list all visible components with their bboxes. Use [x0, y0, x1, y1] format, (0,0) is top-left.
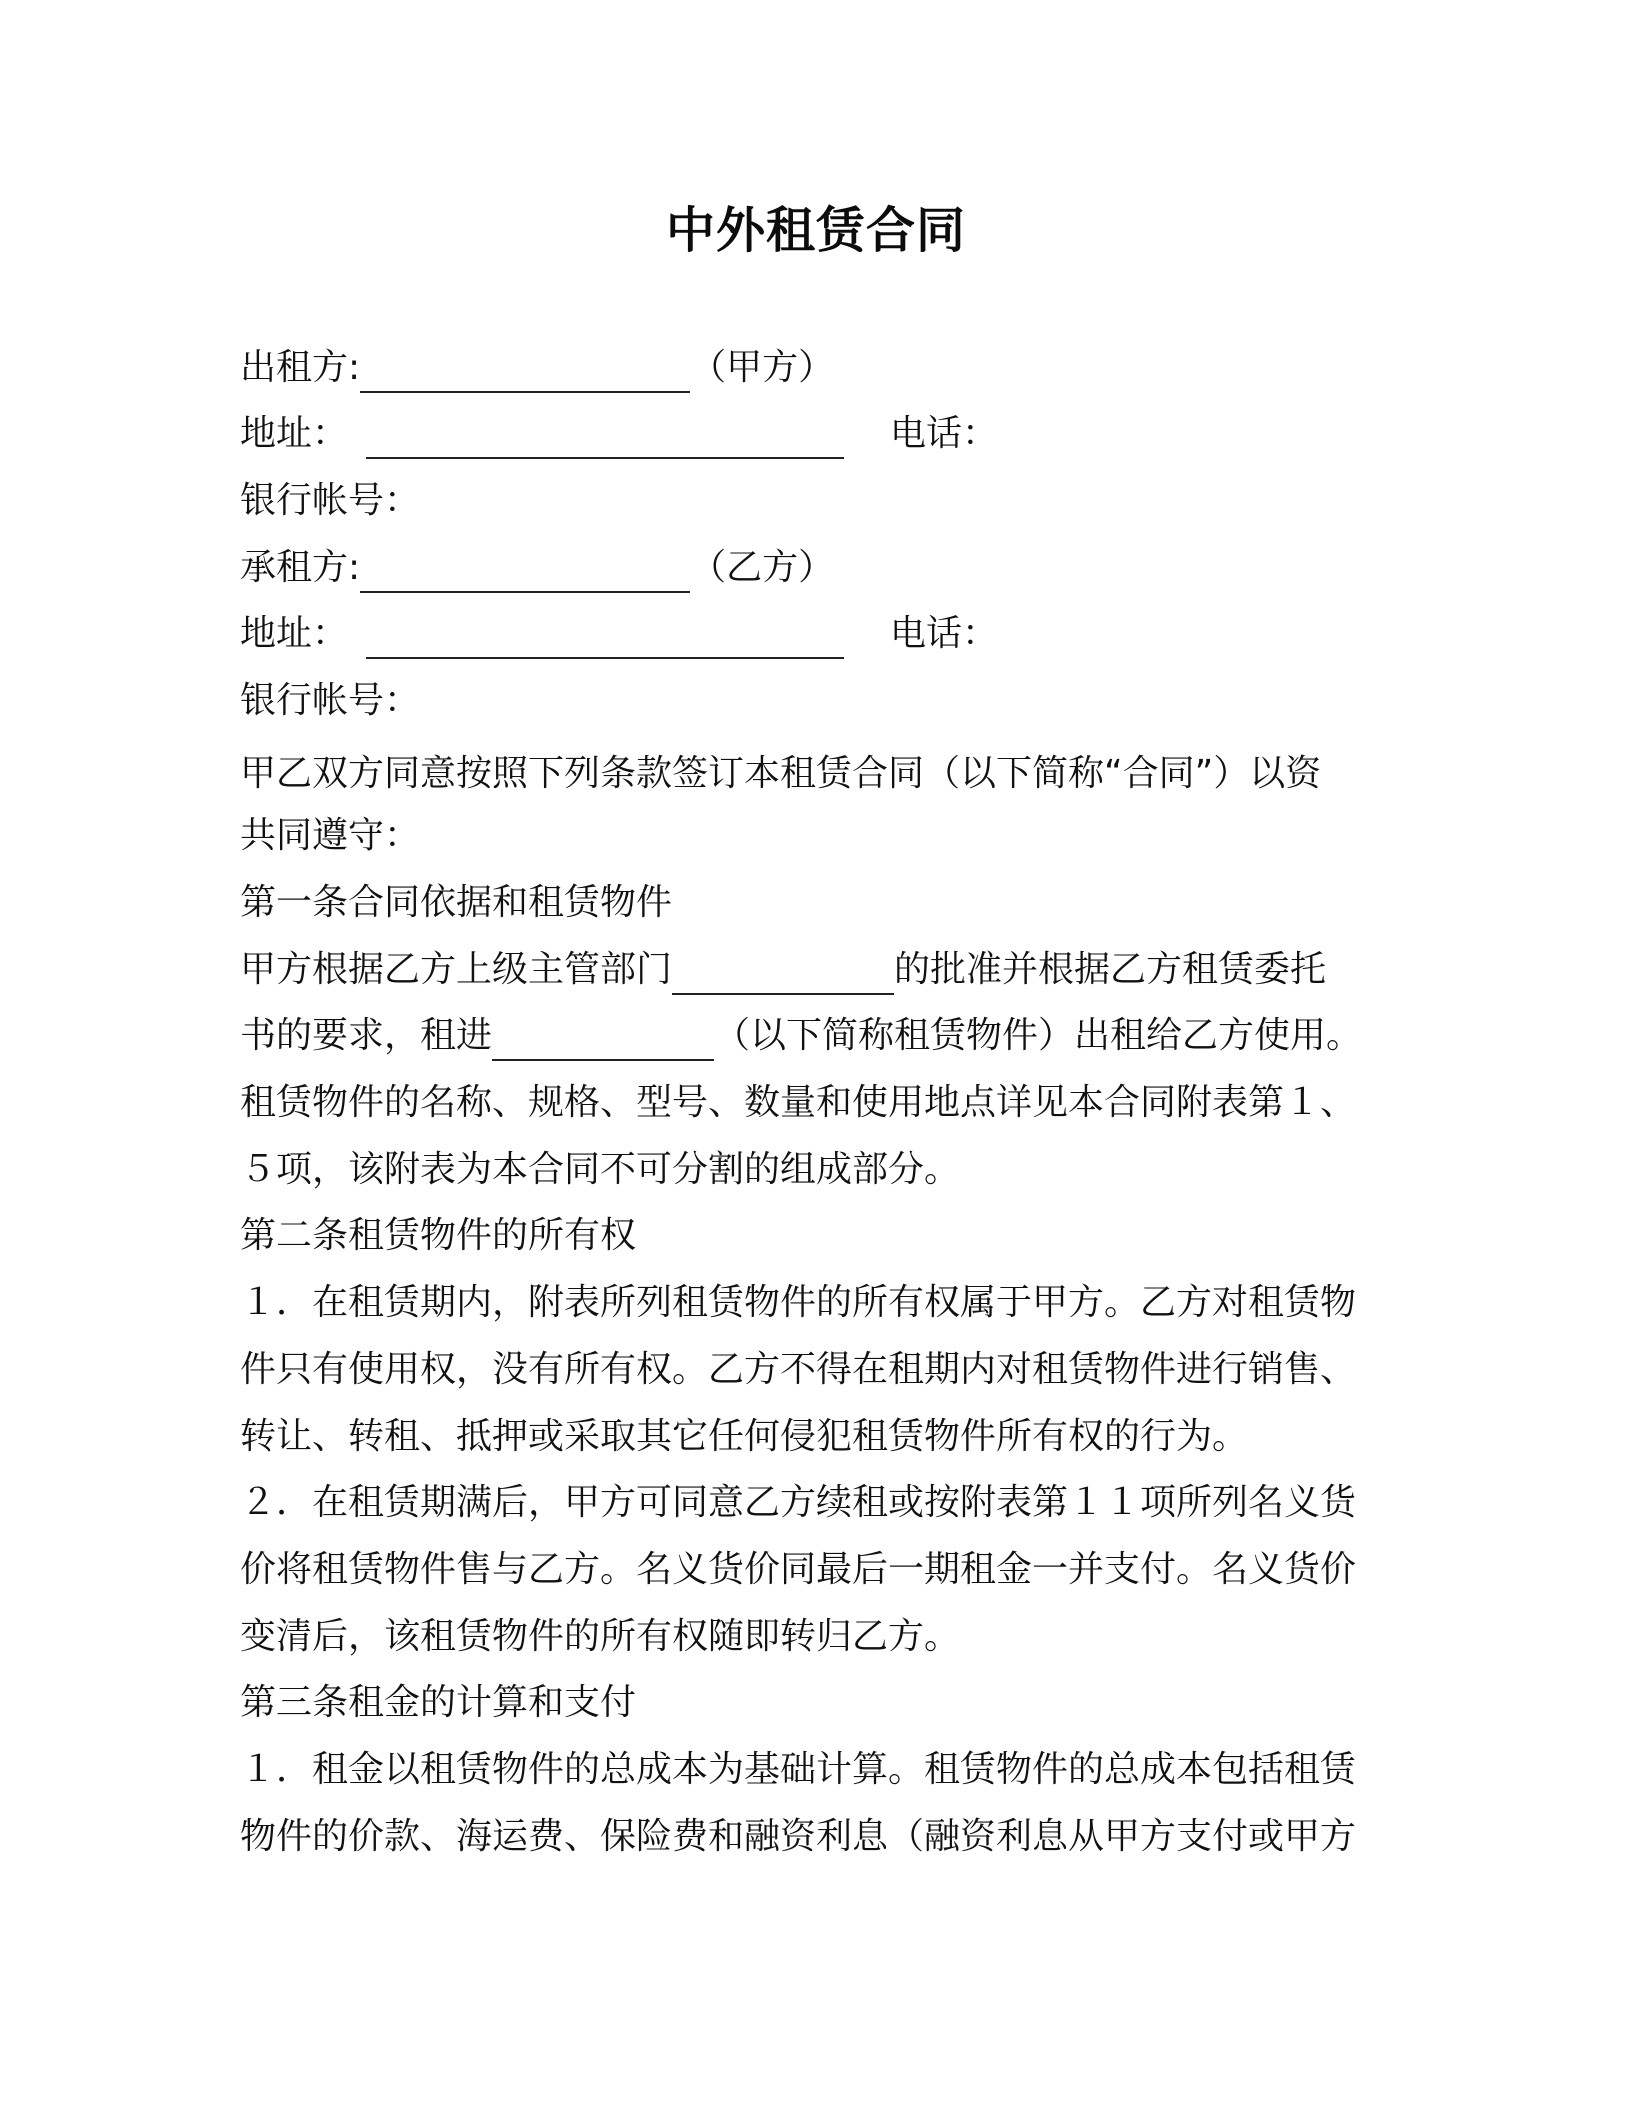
article-1-line-2 [240, 1011, 1362, 1061]
lessor-address-line [240, 409, 844, 459]
party-b-tag: （乙方） [690, 547, 835, 588]
document-title: 中外租赁合同 [665, 202, 966, 259]
lessee-bank-line [240, 676, 420, 726]
article-2-1-line-1: １．在租赁期内，附表所列租赁物件的所有权属于甲方。乙方对租赁物 [240, 1282, 1357, 1323]
lessee-phone-label: 电话： [890, 613, 999, 654]
article-3-1-line-1: １．租金以租赁物件的总成本为基础计算。租赁物件的总成本包括租赁 [240, 1749, 1357, 1790]
lessor-name-blank[interactable] [360, 351, 690, 393]
address-label: 地址： [240, 413, 349, 454]
lessee-address-line [240, 609, 844, 659]
lessor-address-blank[interactable] [366, 417, 844, 459]
art1-text-b: 的批准并根据乙方租赁委托 [894, 949, 1327, 990]
article-2-1-line-2: 件只有使用权，没有所有权。乙方不得在租期内对租赁物件进行销售、 [240, 1349, 1357, 1390]
bank-label: 银行帐号： [240, 480, 421, 521]
lessee-address-blank[interactable] [366, 617, 844, 659]
art1-text-c: 书的要求，租进 [240, 1015, 493, 1056]
leased-item-blank[interactable] [492, 1019, 714, 1061]
article-2-2-line-3: 变清后，该租赁物件的所有权随即转归乙方。 [240, 1616, 961, 1657]
article-3-1-line-2: 物件的价款、海运费、保险费和融资利息（融资利息从甲方支付或甲方 [240, 1816, 1357, 1857]
intro-line-2: 共同遵守： [240, 815, 421, 856]
party-a-tag: （甲方） [690, 347, 835, 388]
article-2-2-line-1: ２．在租赁期满后，甲方可同意乙方续租或按附表第１１项所列名义货 [240, 1482, 1357, 1523]
lessor-label: 出租方: [240, 347, 361, 388]
lessor-line [240, 343, 834, 393]
lessee-label: 承租方: [240, 547, 361, 588]
lessee-line [240, 543, 834, 593]
lessee-name-blank[interactable] [360, 551, 690, 593]
address-label: 地址： [240, 613, 349, 654]
intro-line-1: 甲乙双方同意按照下列条款签订本租赁合同（以下简称“合同”）以资 [240, 753, 1322, 794]
article-1-line-3: 租赁物件的名称、规格、型号、数量和使用地点详见本合同附表第１、 [240, 1082, 1357, 1123]
article-2-2-line-2: 价将租赁物件售与乙方。名义货价同最后一期租金一并支付。名义货价 [240, 1549, 1357, 1590]
art1-text-d: （以下简称租赁物件）出租给乙方使用。 [714, 1015, 1363, 1056]
article-3-heading: 第三条租金的计算和支付 [240, 1682, 637, 1723]
article-1-line-4: ５项，该附表为本合同不可分割的组成部分。 [240, 1149, 961, 1190]
article-2-heading: 第二条租赁物件的所有权 [240, 1215, 637, 1256]
lessor-bank-line [240, 476, 420, 526]
article-1-heading: 第一条合同依据和租赁物件 [240, 882, 673, 923]
dept-approval-blank[interactable] [672, 953, 894, 995]
art1-text-a: 甲方根据乙方上级主管部门 [240, 949, 673, 990]
lessor-phone-label: 电话： [890, 413, 999, 454]
article-2-1-line-3: 转让、转租、抵押或采取其它任何侵犯租赁物件所有权的行为。 [240, 1416, 1249, 1457]
bank-label: 银行帐号： [240, 680, 421, 721]
article-1-line-1 [240, 945, 1326, 995]
